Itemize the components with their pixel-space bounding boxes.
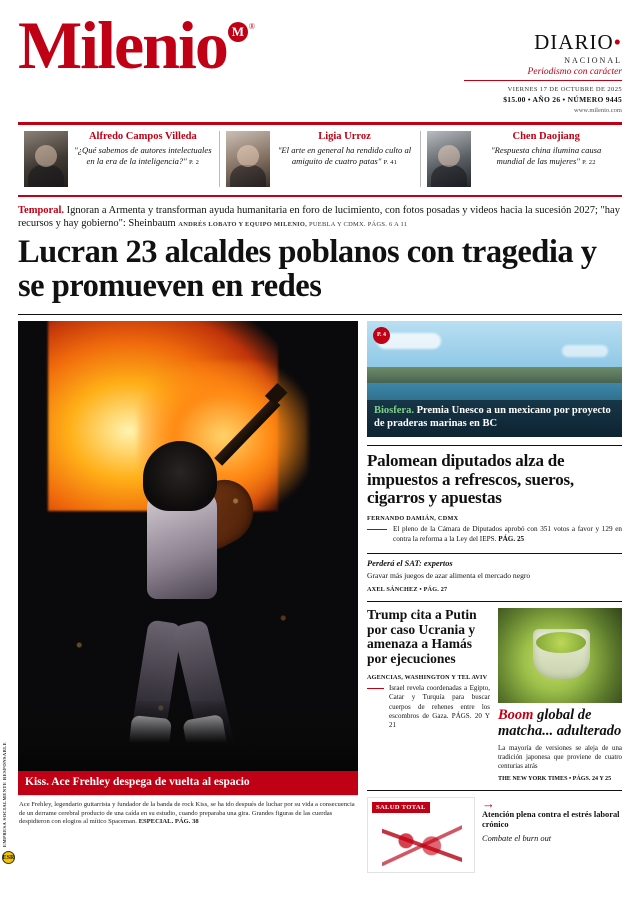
lead-credit: ANDRÉS LOBATO Y EQUIPO MILENIO, PUEBLA Y CDMX. PÁGS. 6 A 11 bbox=[178, 221, 408, 229]
photo-caption[interactable] bbox=[18, 771, 358, 795]
logo-badge-icon: M bbox=[228, 22, 248, 42]
sub-article-title: Perderá el SAT: expertos bbox=[367, 558, 453, 568]
article-title-matcha: Boom global de matcha... adulterado bbox=[498, 707, 622, 739]
columnist-portrait-3 bbox=[427, 131, 471, 187]
columnist-page: P. 22 bbox=[582, 158, 596, 166]
stage-floor bbox=[18, 701, 358, 771]
edition-dot-icon: • bbox=[613, 30, 622, 54]
page-badge: P. 4 bbox=[373, 327, 390, 344]
lead-story bbox=[18, 204, 622, 310]
salud-total-promo[interactable] bbox=[367, 790, 622, 873]
masthead-info bbox=[464, 14, 622, 114]
issue-price-number: $15.00 • AÑO 26 • NÚMERO 9445 bbox=[503, 95, 622, 104]
columnist-item[interactable] bbox=[421, 131, 622, 187]
divider bbox=[367, 445, 622, 446]
columnist-item[interactable] bbox=[220, 131, 422, 187]
scribble-icon bbox=[382, 824, 462, 866]
esr-label: EMPRESA SOCIALMENTE RESPONSABLE bbox=[2, 741, 7, 847]
sub-article-sat[interactable] bbox=[367, 553, 622, 594]
esr-spine bbox=[2, 742, 14, 864]
columnist-quote: "El arte en general ha rendido culto al amiguito de cuatro patas" P. 41 bbox=[277, 145, 412, 166]
columnist-page: P. 41 bbox=[383, 158, 398, 166]
article-title-trump: Trump cita a Putin por caso Ucrania y amenaza a Hamás por ejecuciones bbox=[367, 607, 477, 667]
main-content bbox=[18, 314, 622, 873]
masthead bbox=[0, 0, 640, 118]
newspaper-logo bbox=[18, 7, 464, 83]
ace-frehley-live-photo bbox=[18, 321, 358, 771]
edition-title: DIARIO• bbox=[534, 30, 622, 54]
trademark-icon: ® bbox=[248, 22, 255, 31]
columnists-strip bbox=[18, 125, 622, 197]
columnist-quote: "¿Qué sabemos de autores intelectuales en la era de la inteligencia?" P. 2 bbox=[74, 145, 212, 166]
sub-article-subtitle: Gravar más juegos de azar alimenta el mercado negro bbox=[367, 570, 531, 580]
columnist-portrait-2 bbox=[226, 131, 270, 187]
tagline: Periodismo con carácter bbox=[464, 67, 622, 81]
article-byline-trump: AGENCIAS, WASHINGTON Y TEL AVIV bbox=[367, 673, 488, 681]
article-body-matcha: La mayoría de versiones se aleja de una tradición japonesa que proviene de cuatro centurias atrás bbox=[498, 744, 622, 771]
salud-total-illustration bbox=[367, 797, 475, 873]
columnist-name[interactable]: Ligia Urroz bbox=[318, 130, 371, 142]
article-trump[interactable] bbox=[367, 608, 490, 781]
right-column bbox=[367, 321, 622, 873]
article-credit-matcha: THE NEW YORK TIMES • PÁGS. 24 Y 25 bbox=[498, 775, 612, 782]
columnist-name[interactable]: Alfredo Campos Villeda bbox=[88, 130, 197, 142]
matcha-drink-photo bbox=[498, 608, 622, 703]
columnist-page: P. 2 bbox=[188, 158, 200, 166]
article-page-taxes: PÁG. 25 bbox=[498, 534, 525, 543]
columnist-quote: "Respuesta china ilumina causa mundial de las mujeres" P. 22 bbox=[491, 145, 602, 166]
article-body-trump: Israel revela coordenadas a Egipto, Catar y Turquía para buscar cuerpos de rehenes entre los escombros de Gaza. PÁGS. 20 Y 21 bbox=[367, 684, 490, 731]
article-byline-taxes: FERNANDO DAMIÁN, CDMX bbox=[367, 514, 459, 522]
matcha-foam-shape bbox=[536, 632, 586, 653]
lead-kicker-text: Ignoran a Armenta y transforman ayuda humanitaria en foro de lucimiento, con fotos posadas y videos hacia la sucesión 2027; "hay recursos y hay gobierno": Sheinbaum bbox=[18, 204, 620, 230]
columnist-portrait-1 bbox=[24, 131, 68, 187]
cloud-icon bbox=[562, 345, 608, 357]
article-page-trump: PÁGS. 20 Y 21 bbox=[389, 711, 490, 730]
salud-total-tag: SALUD TOTAL bbox=[372, 802, 430, 813]
edition-scope: NACIONAL bbox=[564, 56, 622, 65]
issue-date: VIERNES 17 DE OCTUBRE DE 2025 bbox=[507, 86, 622, 93]
photo-caption-label: Kiss. bbox=[25, 775, 49, 788]
arrow-right-icon: → bbox=[482, 795, 495, 811]
sub-article-credit: AXEL SÁNCHEZ • PÁG. 27 bbox=[367, 586, 448, 594]
left-column bbox=[18, 321, 358, 873]
photo-article-body: Ace Frehley, legendario guitarrista y fundador de la banda de rock Kiss, se ha ido después de luchar por su vida a consecuencia de un derrame cerebral producto de una caída en su estudio, cuando preparaba una gira. Grandes figuras de las cuerdas despidieron con elogios al mítico Spaceman. ESPECIAL. PÁG. 38 bbox=[18, 795, 358, 828]
page-title: Lucran 23 alcaldes poblanos con tragedia y se promueven en redes bbox=[18, 234, 597, 305]
logo-text: Milenio bbox=[18, 7, 227, 83]
two-column-block bbox=[367, 601, 622, 781]
columnist-name[interactable]: Chen Daojiang bbox=[512, 130, 580, 142]
biosfera-caption bbox=[367, 400, 622, 437]
columnist-item[interactable] bbox=[18, 131, 220, 187]
photo-caption-text: Ace Frehley despega de vuelta al espacio bbox=[48, 775, 250, 788]
matcha-title-emphasis: Boom bbox=[498, 707, 534, 724]
article-matcha[interactable] bbox=[498, 608, 622, 781]
biosfera-label: Biosfera. bbox=[374, 405, 414, 417]
biosfera-text: Premia Unesco a un mexicano por proyecto de praderas marinas en BC bbox=[374, 405, 611, 430]
website-url[interactable]: www.milenio.com bbox=[574, 107, 622, 114]
esr-badge-icon: ESR bbox=[2, 851, 15, 864]
article-title-taxes[interactable]: Palomean diputados alza de impuestos a refrescos, sueros, cigarros y apuestas bbox=[367, 450, 574, 508]
salud-subheadline: Combate el burn out bbox=[482, 834, 552, 844]
article-body-taxes: El pleno de la Cámara de Diputados aprobó con 351 votos a favor y 129 en contra la reforma a la Ley del IEPS. PÁG. 25 bbox=[367, 525, 622, 545]
seagrass-coast-photo[interactable] bbox=[367, 321, 622, 437]
photo-article-page: ESPECIAL. PÁG. 38 bbox=[138, 818, 199, 826]
salud-headline: Atención plena contra el estrés laboral crónico bbox=[482, 809, 620, 830]
lead-kicker bbox=[18, 204, 622, 232]
lead-kicker-label: Temporal. bbox=[18, 204, 64, 216]
